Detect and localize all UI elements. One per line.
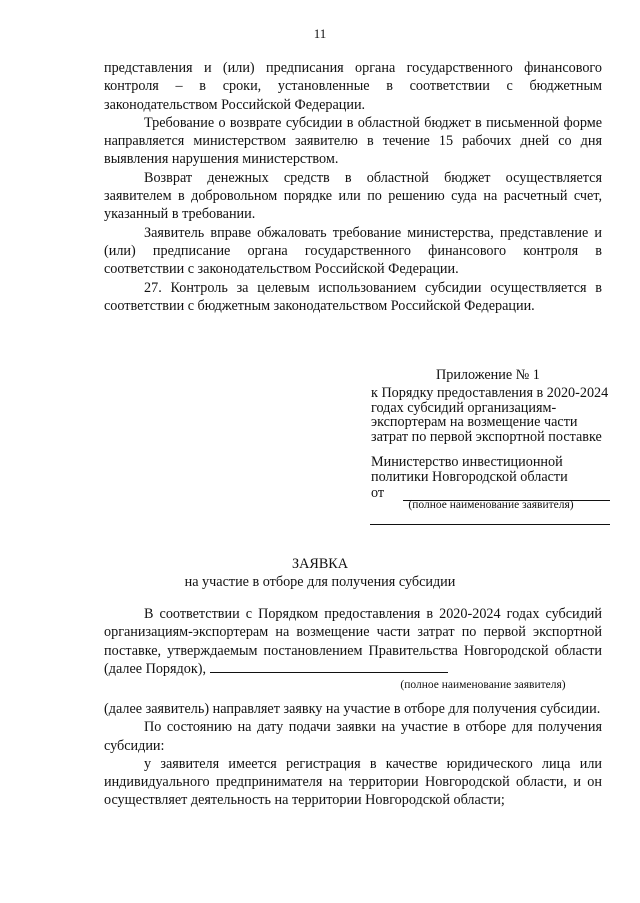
application-subtitle: на участие в отборе для получения субсидии [184, 574, 456, 590]
applicant-name-line-2 [370, 524, 610, 525]
application-body-block [104, 700, 602, 810]
appendix-subtitle: к Порядку предоставления в 2020-2024 годах субсидий организациям-экспортерам на возмещение части затрат по первой экспортной поставке [371, 385, 609, 445]
from-label: от [371, 485, 385, 501]
application-intro [104, 605, 602, 678]
applicant-fill-line [210, 660, 448, 673]
application-intro-block [104, 605, 602, 678]
page-number: 11 [313, 26, 327, 41]
paragraph: Возврат денежных средств в областной бюджет осуществляется заявителем в добровольном порядке или по решению суда на расчетный счет, указанный в требовании. [104, 169, 602, 223]
applicant-caption: (полное наименование заявителя) [408, 499, 574, 511]
paragraph: представления и (или) предписания органа государственного финансового контроля – в сроки, установленные в соответствии с бюджетным законодательством Российской Федерации. [104, 60, 602, 113]
intro-applicant-caption: (полное наименование заявителя) [400, 679, 566, 691]
paragraph: По состоянию на дату подачи заявки на участие в отборе для получения субсидии: [104, 719, 602, 754]
appendix-title: Приложение № 1 [436, 367, 540, 383]
upper-text-block [104, 59, 602, 315]
paragraph: (далее заявитель) направляет заявку на участие в отборе для получения субсидии. [104, 701, 601, 717]
paragraph: 27. Контроль за целевым использованием субсидии осуществляется в соответствии с бюджетным законодательством Российской Федерации. [104, 279, 602, 314]
paragraph: Заявитель вправе обжаловать требование министерства, представление и (или) предписание органа государственного финансового контроля в соответствии с законодательством Российской Федерации. [104, 224, 602, 278]
application-title: ЗАЯВКА [292, 556, 348, 572]
paragraph: Требование о возврате субсидии в областной бюджет в письменной форме направляется министерством заявителю в течение 15 рабочих дней со дня выявления нарушения министерством. [104, 114, 602, 168]
intro-text: В соответствии с Порядком предоставления в 2020-2024 годах субсидий организациям-экспортерам на возмещение части затрат по первой экспортной поставке, утверждаемым постановлением Правительства Новгородской области (далее Порядок), [104, 606, 602, 677]
paragraph: у заявителя имеется регистрация в качестве юридического лица или индивидуального предпринимателя на территории Новгородской области, и он осуществляет деятельность на территории Новгородской области; [104, 755, 602, 809]
appendix-addressee: Министерство инвестиционной политики Новгородской области [371, 454, 568, 485]
